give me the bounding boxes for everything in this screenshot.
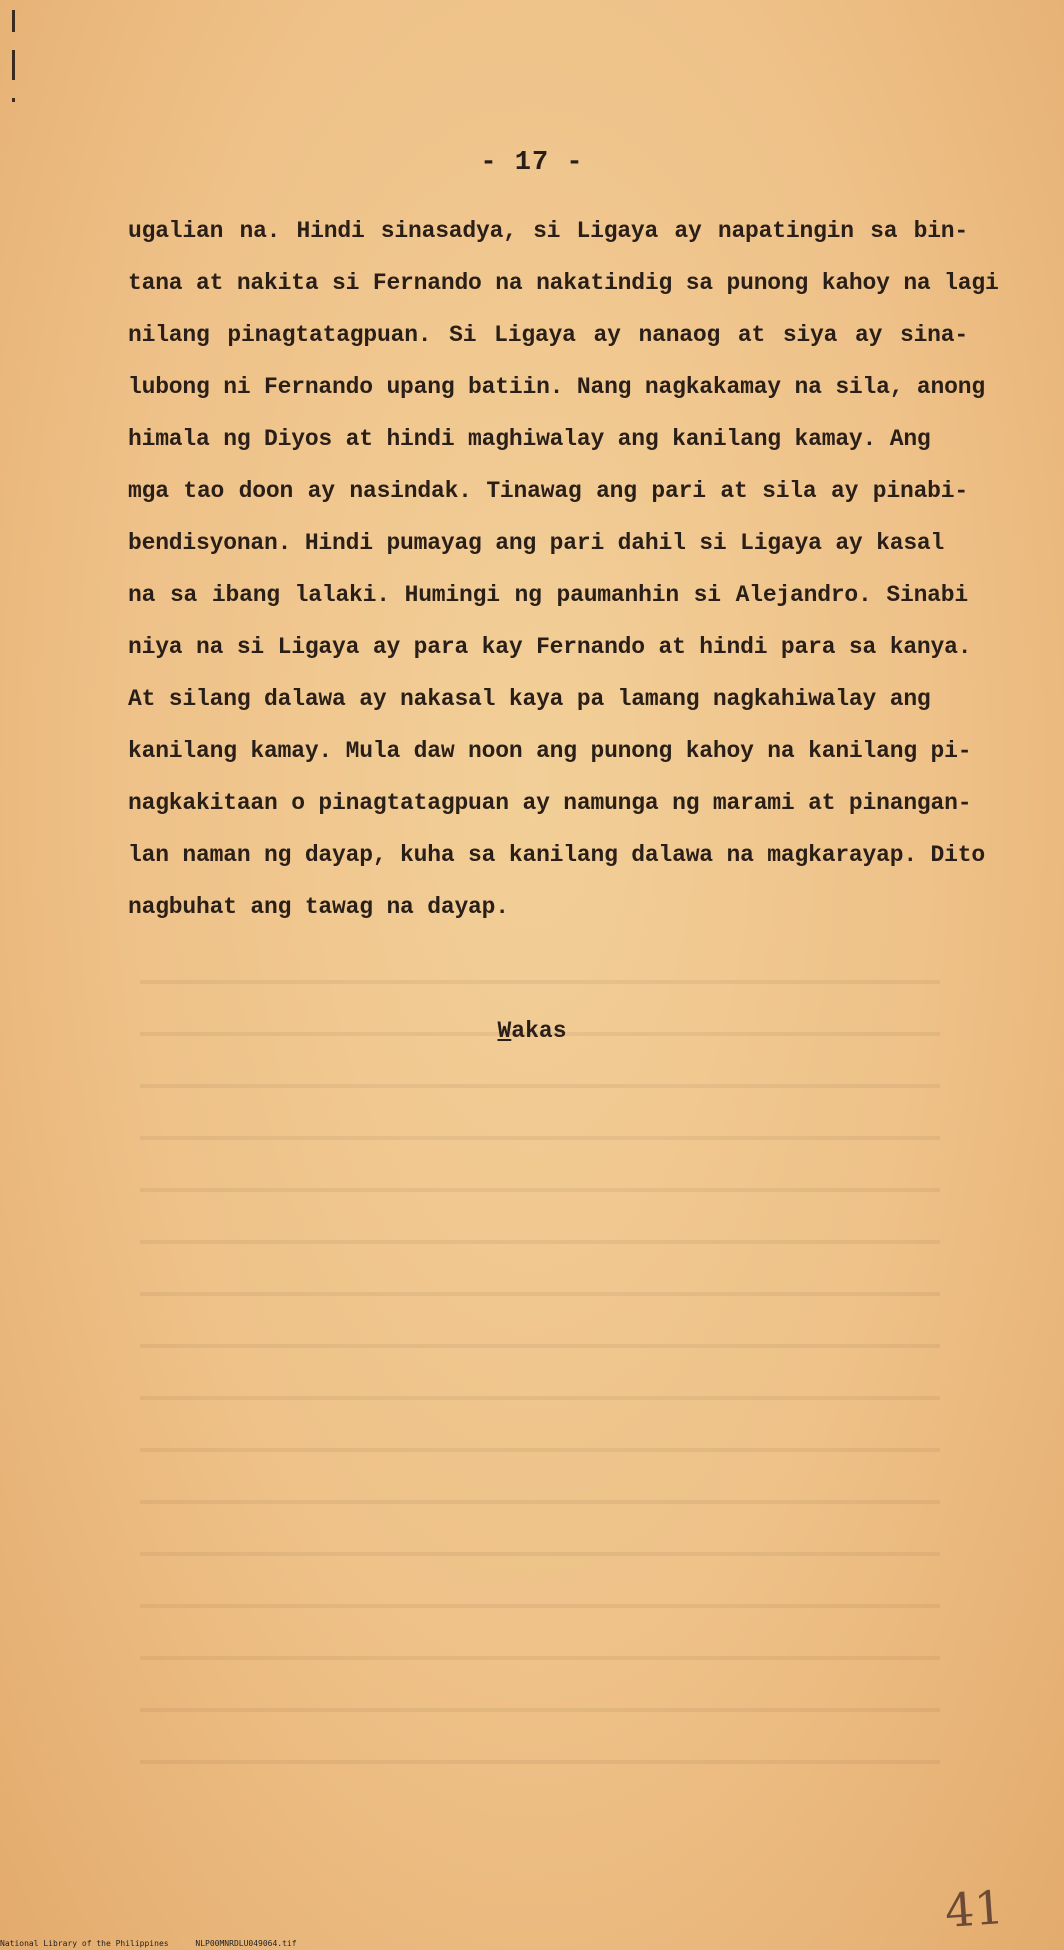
body-paragraph [128, 205, 999, 933]
ending-rest: akas [511, 1018, 567, 1044]
text-line: na sa ibang lalaki. Humingi ng paumanhin si Alejandro. Sinabi [128, 582, 968, 608]
ending-first-letter: W [497, 1018, 512, 1044]
text-line: himala ng Diyos at hindi maghiwalay ang kanilang kamay. Ang [128, 426, 931, 452]
text-line: tana at nakita si Fernando na nakatindig sa punong kahoy na lagi [128, 270, 999, 296]
text-line: mga tao doon ay nasindak. Tinawag ang pari at sila ay pinabi- [128, 478, 968, 504]
edge-marks [12, 10, 15, 120]
footer-file-id: NLP00MNRDLU049064.tif [195, 1939, 297, 1948]
text-line: lubong ni Fernando upang batiin. Nang nagkakamay na sila, anong [128, 374, 985, 400]
text-line: ugalian na. Hindi sinasadya, si Ligaya ay napatingin sa bin- [128, 218, 968, 244]
text-line: kanilang kamay. Mula daw noon ang punong kahoy na kanilang pi- [128, 738, 972, 764]
footer-institution: National Library of the Philippines [0, 1939, 169, 1948]
text-line: lan naman ng dayap, kuha sa kanilang dalawa na magkarayap. Dito [128, 842, 985, 868]
text-line: At silang dalawa ay nakasal kaya pa lamang nagkahiwalay ang [128, 686, 931, 712]
text-line: nagkakitaan o pinagtatagpuan ay namunga ng marami at pinangan- [128, 790, 972, 816]
text-line: nilang pinagtatagpuan. Si Ligaya ay nanaog at siya ay sina- [128, 322, 968, 348]
text-line: bendisyonan. Hindi pumayag ang pari dahil si Ligaya ay kasal [128, 530, 945, 556]
text-line: niya na si Ligaya ay para kay Fernando at hindi para sa kanya. [128, 634, 972, 660]
page-number: - 17 - [480, 148, 584, 178]
handwritten-page-number: 41 [943, 1880, 1006, 1938]
bleed-through-text [140, 940, 940, 1790]
ending-title [0, 1018, 1064, 1044]
scan-footer [0, 1939, 1064, 1948]
text-line: nagbuhat ang tawag na dayap. [128, 894, 509, 920]
